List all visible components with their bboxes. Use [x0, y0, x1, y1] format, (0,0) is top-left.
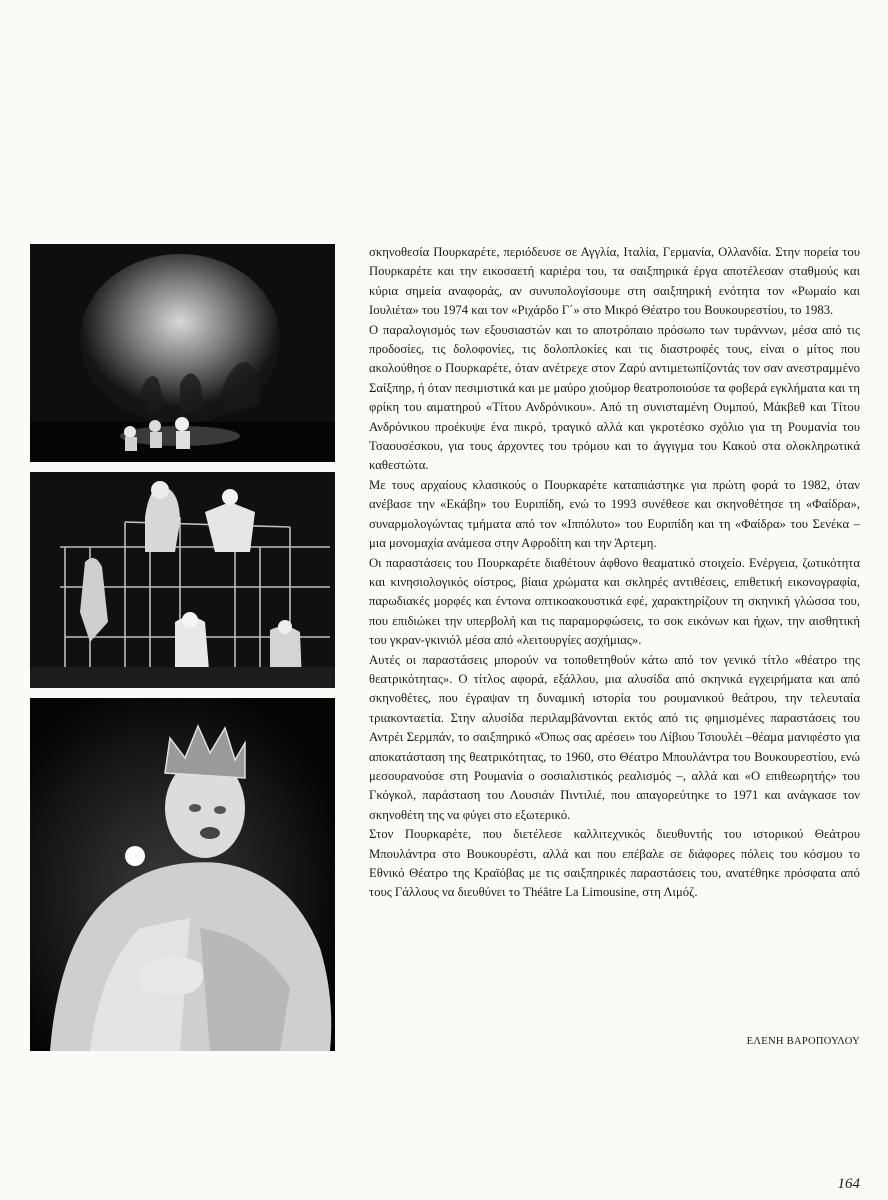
article-paragraph: Με τους αρχαίους κλασικούς ο Πουρκαρέτε καταπιάστηκε για πρώτη φορά το 1982, όταν ανέβασε την «Εκάβη» του Ευριπίδη, ενώ το 1993 συνέθεσε και σκηνοθέτησε τη «Φαίδρα», συναρμολογώντας τμήματα από τον «Ιππόλυτο» του Ευριπίδη και τη «Φαίδρα» του Σενέκα –μια μονομαχία ανάμεσα στην Αφροδίτη και την Άρτεμη. [369, 477, 860, 551]
article-paragraph: Οι παραστάσεις του Πουρκαρέτε διαθέτουν άφθονο θεαματικό στοιχείο. Ενέργεια, ζωτικότητα και κινησιολογικός οίστρος, βίαια χρώματα και σκληρές αντιθέσεις, επιθετική εικονογραφία, παρωδιακές μορφές και έντονα οπτικοακουστικά εφέ, χαρακτηρίζουν τη σκηνική γλώσσα του, που επιδιώκει την υπερβολή και τις παραμορφώσεις, το σοκ εικόνων και ήχων, την αισθητική του γκραν-γκινιόλ μέσα από «λειτουργίες ασχήμιας». [369, 555, 860, 648]
photo-crowned-king [30, 698, 335, 1051]
article-paragraph: Ο παραλογισμός των εξουσιαστών και το αποτρόπαιο πρόσωπο των τυράννων, μέσα από τις προδοσίες, τις δολοφονίες, τις δολοπλοκίες και τις διαστροφές τους, είναι ο μίτος που ακολούθησε ο Πουρκαρέτε, όταν ανέτρεχε στον Ζαρύ αντιμετωπίζοντάς τον σαν ανεστραμμένο Σαίξπηρ, ή όταν πεσιμιστικά και με μαύρο χιούμορ θεατροποιούσε τα φοβερά εγκλήματα και τη φρίκη του αιματηρού «Τίτου Ανδρόνικου». Από τη συνισταμένη Ουμπού, Μάκβεθ και Τίτου Ανδρόνικου προέκυψε ένα πικρό, τραγικό αλλά και γκροτέσκο σχόλιο για τη Ρουμανία του Τσαουσέσκου, για τους άρχοντες του τρόμου και το άγγιγμα του Κακού στα ολοκληρωτικά καθεστώτα. [369, 322, 860, 473]
article-paragraph: Στον Πουρκαρέτε, που διετέλεσε καλλιτεχνικός διευθυντής του ιστορικού Θεάτρου Μπουλάντρα στο Βουκουρέστι, αλλά και που επέβαλε σε διάφορες πόλεις του κόσμου το Εθνικό Θέατρο της Κραϊόβας με τις σαιξπηρικές παραστάσεις του, ανατέθηκε πρόσφατα από τους Γάλλους να διευθύνει το Théâtre La Limousine, στη Λιμόζ. [369, 827, 860, 900]
page-number: 164 [837, 1176, 860, 1192]
article-paragraph: Αυτές οι παραστάσεις μπορούν να τοποθετηθούν κάτω από τον γενικό τίτλο «θέατρο της θεατρικότητας». Ο τίτλος αφορά, εξάλλου, μια αλυσίδα από σκηνικά εγχειρήματα και από σκηνοθέτες, που έγραψαν τη δυναμική ιστορία του ρουμανικού θεάτρου, την τελευταία τριακονταετία. Στην αλυσίδα περιλαμβάνονται εκτός από τις φημισμένες παραστάσεις του Αντρέι Σερμπάν, το σαιξπηρικό «Όπως σας αρέσει» του Λίβιου Τσιουλέι –θέαμα μανιφέστο για αποκατάσταση της θεατρικότητας, το 1960, στο Θέατρο Μπουλάντρα του Βουκουρεστίου, ενώ μεσουρανούσε στη Ρουμανία ο σοσιαλιστικός ρεαλισμός –, αλλά και «Ο επιθεωρητής» του Γκόγκολ, παράσταση του Λουσιάν Πιντιλιέ, που απαγορεύτηκε το 1971 και ανάγκασε τον σκηνοθέτη της να φύγει στο εξωτερικό. [369, 652, 860, 822]
article-paragraph: σκηνοθεσία Πουρκαρέτε, περιόδευσε σε Αγγλία, Ιταλία, Γερμανία, Ολλανδία. Στην πορεία του Πουρκαρέτε και την εικοσαετή καριέρα του, τα σαιξπηρικά έργα αποτέλεσαν σταθμούς και κύρια σημεία αναφοράς, αν συνυπολογίσουμε στη σαιξπηρική ενότητα τον «Ρωμαίο και Ιουλιέτα» του 1974 και τον «Ριχάρδο Γ΄» στο Μικρό Θέατρο του Βουκουρεστίου, το 1983. [369, 245, 860, 318]
photo-stage-silhouettes [30, 244, 335, 462]
photo-scaffolding-actors [30, 472, 335, 688]
author-signature: ΕΛΕΝΗ ΒΑΡΟΠΟΥΛΟΥ [746, 1036, 860, 1047]
article-body [369, 243, 860, 903]
